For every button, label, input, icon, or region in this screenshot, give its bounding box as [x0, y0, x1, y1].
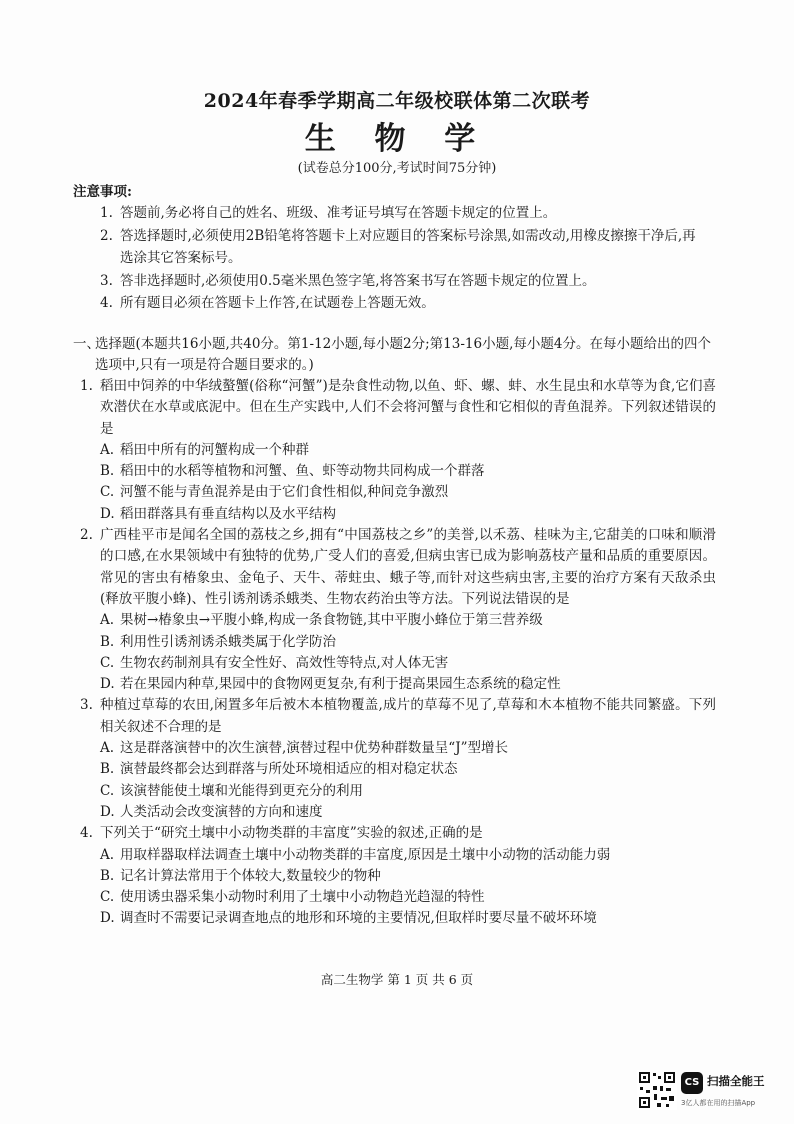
answer-option	[80, 440, 716, 461]
answer-option	[80, 653, 716, 674]
scanner-app-name: 扫描全能王	[707, 1074, 765, 1088]
option-text: 生物农药制剂具有安全性好、高效性等特点,对人体无害	[120, 654, 449, 671]
answer-option	[80, 482, 716, 503]
option-text: 稻田中所有的河蟹构成一个种群	[120, 441, 309, 458]
section-heading	[73, 334, 713, 376]
option-text: 用取样器取样法调查土壤中小动物类群的丰富度,原因是土壤中小动物的活动能力弱	[120, 846, 611, 863]
question-stem: 稻田中饲养的中华绒螯蟹(俗称“河蟹”)是杂食性动物,以鱼、虾、螺、蚌、水生昆虫和水草等为食,它们喜欢潜伏在水草或底泥中。但在生产实践中,人们不会将河蟹与食性和它相似的青鱼混养。下列叙述错误的是	[100, 378, 716, 437]
notice-text: 所有题目必须在答题卡上作答,在试题卷上答题无效。	[120, 295, 435, 311]
answer-option	[80, 845, 716, 866]
scanner-logo: CS	[681, 1072, 703, 1094]
option-text: 这是群落演替中的次生演替,演替过程中优势种群数量呈“J”型增长	[120, 740, 509, 757]
answer-option	[80, 674, 716, 695]
notice-number: 1.	[100, 205, 113, 221]
option-text: 该演替能使土壤和光能得到更充分的利用	[120, 782, 363, 799]
question	[80, 525, 716, 695]
answer-option	[80, 610, 716, 631]
option-letter: C.	[100, 782, 115, 799]
option-text: 使用诱虫器采集小动物时利用了土壤中小动物趋光趋湿的特性	[120, 889, 485, 906]
option-text: 调查时不需要记录调查地点的地形和环境的主要情况,但取样时要尽量不破坏环境	[120, 910, 597, 927]
option-letter: B.	[100, 633, 115, 650]
notice-item	[100, 225, 700, 270]
option-text: 果树→椿象虫→平腹小蜂,构成一条食物链,其中平腹小蜂位于第三营养级	[120, 612, 543, 629]
question-number: 3.	[80, 697, 93, 714]
option-letter: B.	[100, 761, 115, 778]
question-stem: 种植过草莓的农田,闲置多年后被木本植物覆盖,成片的草莓不见了,草莓和木本植物不能共同繁盛。下列相关叙述不合理的是	[100, 697, 716, 735]
answer-option	[80, 908, 716, 929]
option-letter: A.	[100, 846, 115, 863]
option-letter: D.	[100, 505, 115, 522]
question-list	[80, 376, 716, 930]
option-text: 稻田中的水稻等植物和河蟹、鱼、虾等动物共同构成一个群落	[120, 463, 485, 480]
notice-text: 答选择题时,必须使用2B铅笔将答题卡上对应题目的答案标号涂黑,如需改动,用橡皮擦擦干净后,再选涂其它答案标号。	[120, 227, 696, 266]
paper-info: (试卷总分100分,考试时间75分钟)	[297, 161, 497, 176]
question	[80, 376, 716, 525]
answer-option	[80, 781, 716, 802]
option-letter: A.	[100, 612, 115, 629]
notice-text: 答非选择题时,必须使用0.5毫米黑色签字笔,将答案书写在答题卡规定的位置上。	[120, 272, 596, 289]
scanner-badge	[637, 1070, 787, 1116]
section-number: 一、	[73, 336, 100, 352]
option-text: 稻田群落具有垂直结构以及水平结构	[120, 505, 336, 522]
question	[80, 695, 716, 823]
question-number: 2.	[80, 527, 93, 544]
option-text: 记名计算法常用于个体较大,数量较少的物种	[120, 867, 381, 884]
page-footer: 高二生物学 第 1 页 共 6 页	[320, 972, 474, 987]
notice-number: 3.	[100, 272, 113, 289]
answer-option	[80, 504, 716, 525]
option-letter: A.	[100, 740, 115, 757]
question-stem: 广西桂平市是闻名全国的荔枝之乡,拥有“中国荔枝之乡”的美誉,以禾荔、桂味为主,它甜美的口味和顺滑的口感,在水果领域中有独特的优势,广受人们的喜爱,但病虫害已成为影响荔枝产量和品质的重要原因。常见的害虫有椿象虫、金龟子、天牛、蒂蛀虫、蛾子等,而针对这些病虫害,主要的治疗方案有天敌杀虫(释放平腹小蜂)、性引诱剂诱杀蛾类、生物农药治虫等方法。下列说法错误的是	[100, 527, 716, 607]
option-letter: D.	[100, 910, 115, 927]
option-letter: B.	[100, 463, 115, 480]
option-text: 利用性引诱剂诱杀蛾类属于化学防治	[120, 633, 336, 650]
option-letter: C.	[100, 484, 115, 501]
answer-option	[80, 738, 716, 759]
answer-option	[80, 461, 716, 482]
option-letter: D.	[100, 803, 115, 820]
notice-number: 4.	[100, 295, 113, 311]
option-text: 演替最终都会达到群落与所处环境相适应的相对稳定状态	[120, 761, 458, 778]
notice-item	[100, 270, 700, 293]
qr-code-icon	[637, 1070, 677, 1110]
answer-option	[80, 866, 716, 887]
option-letter: C.	[100, 654, 115, 671]
notice-item	[100, 292, 700, 315]
notice-heading: 注意事项:	[73, 184, 132, 200]
section-text: 选择题(本题共16小题,共40分。第1-12小题,每小题2分;第13-16小题,每小题4分。在每小题给出的四个选项中,只有一项是符合题目要求的。)	[95, 336, 711, 373]
answer-option	[80, 887, 716, 908]
option-letter: C.	[100, 889, 115, 906]
scanner-tagline: 3亿人都在用的扫描App	[681, 1099, 756, 1107]
question-number: 4.	[80, 825, 93, 842]
question	[80, 823, 716, 929]
subject-title: 生 物 学	[304, 121, 490, 157]
option-letter: D.	[100, 676, 115, 693]
question-stem: 下列关于“研究土壤中小动物类群的丰富度”实验的叙述,正确的是	[100, 825, 483, 842]
option-letter: A.	[100, 441, 115, 458]
option-letter: B.	[100, 867, 115, 884]
exam-title: 2024年春季学期高二年级校联体第二次联考	[203, 90, 591, 112]
answer-option	[80, 632, 716, 653]
notice-text: 答题前,务必将自己的姓名、班级、准考证号填写在答题卡规定的位置上。	[120, 205, 557, 221]
answer-option	[80, 759, 716, 780]
option-text: 河蟹不能与青鱼混养是由于它们食性相似,种间竞争激烈	[120, 484, 449, 501]
option-text: 若在果园内种草,果园中的食物网更复杂,有利于提高果园生态系统的稳定性	[120, 676, 561, 693]
answer-option	[80, 802, 716, 823]
question-number: 1.	[80, 378, 93, 394]
notice-number: 2.	[100, 227, 113, 244]
notice-item	[100, 202, 700, 225]
option-text: 人类活动会改变演替的方向和速度	[120, 803, 323, 820]
notice-list	[100, 202, 700, 315]
